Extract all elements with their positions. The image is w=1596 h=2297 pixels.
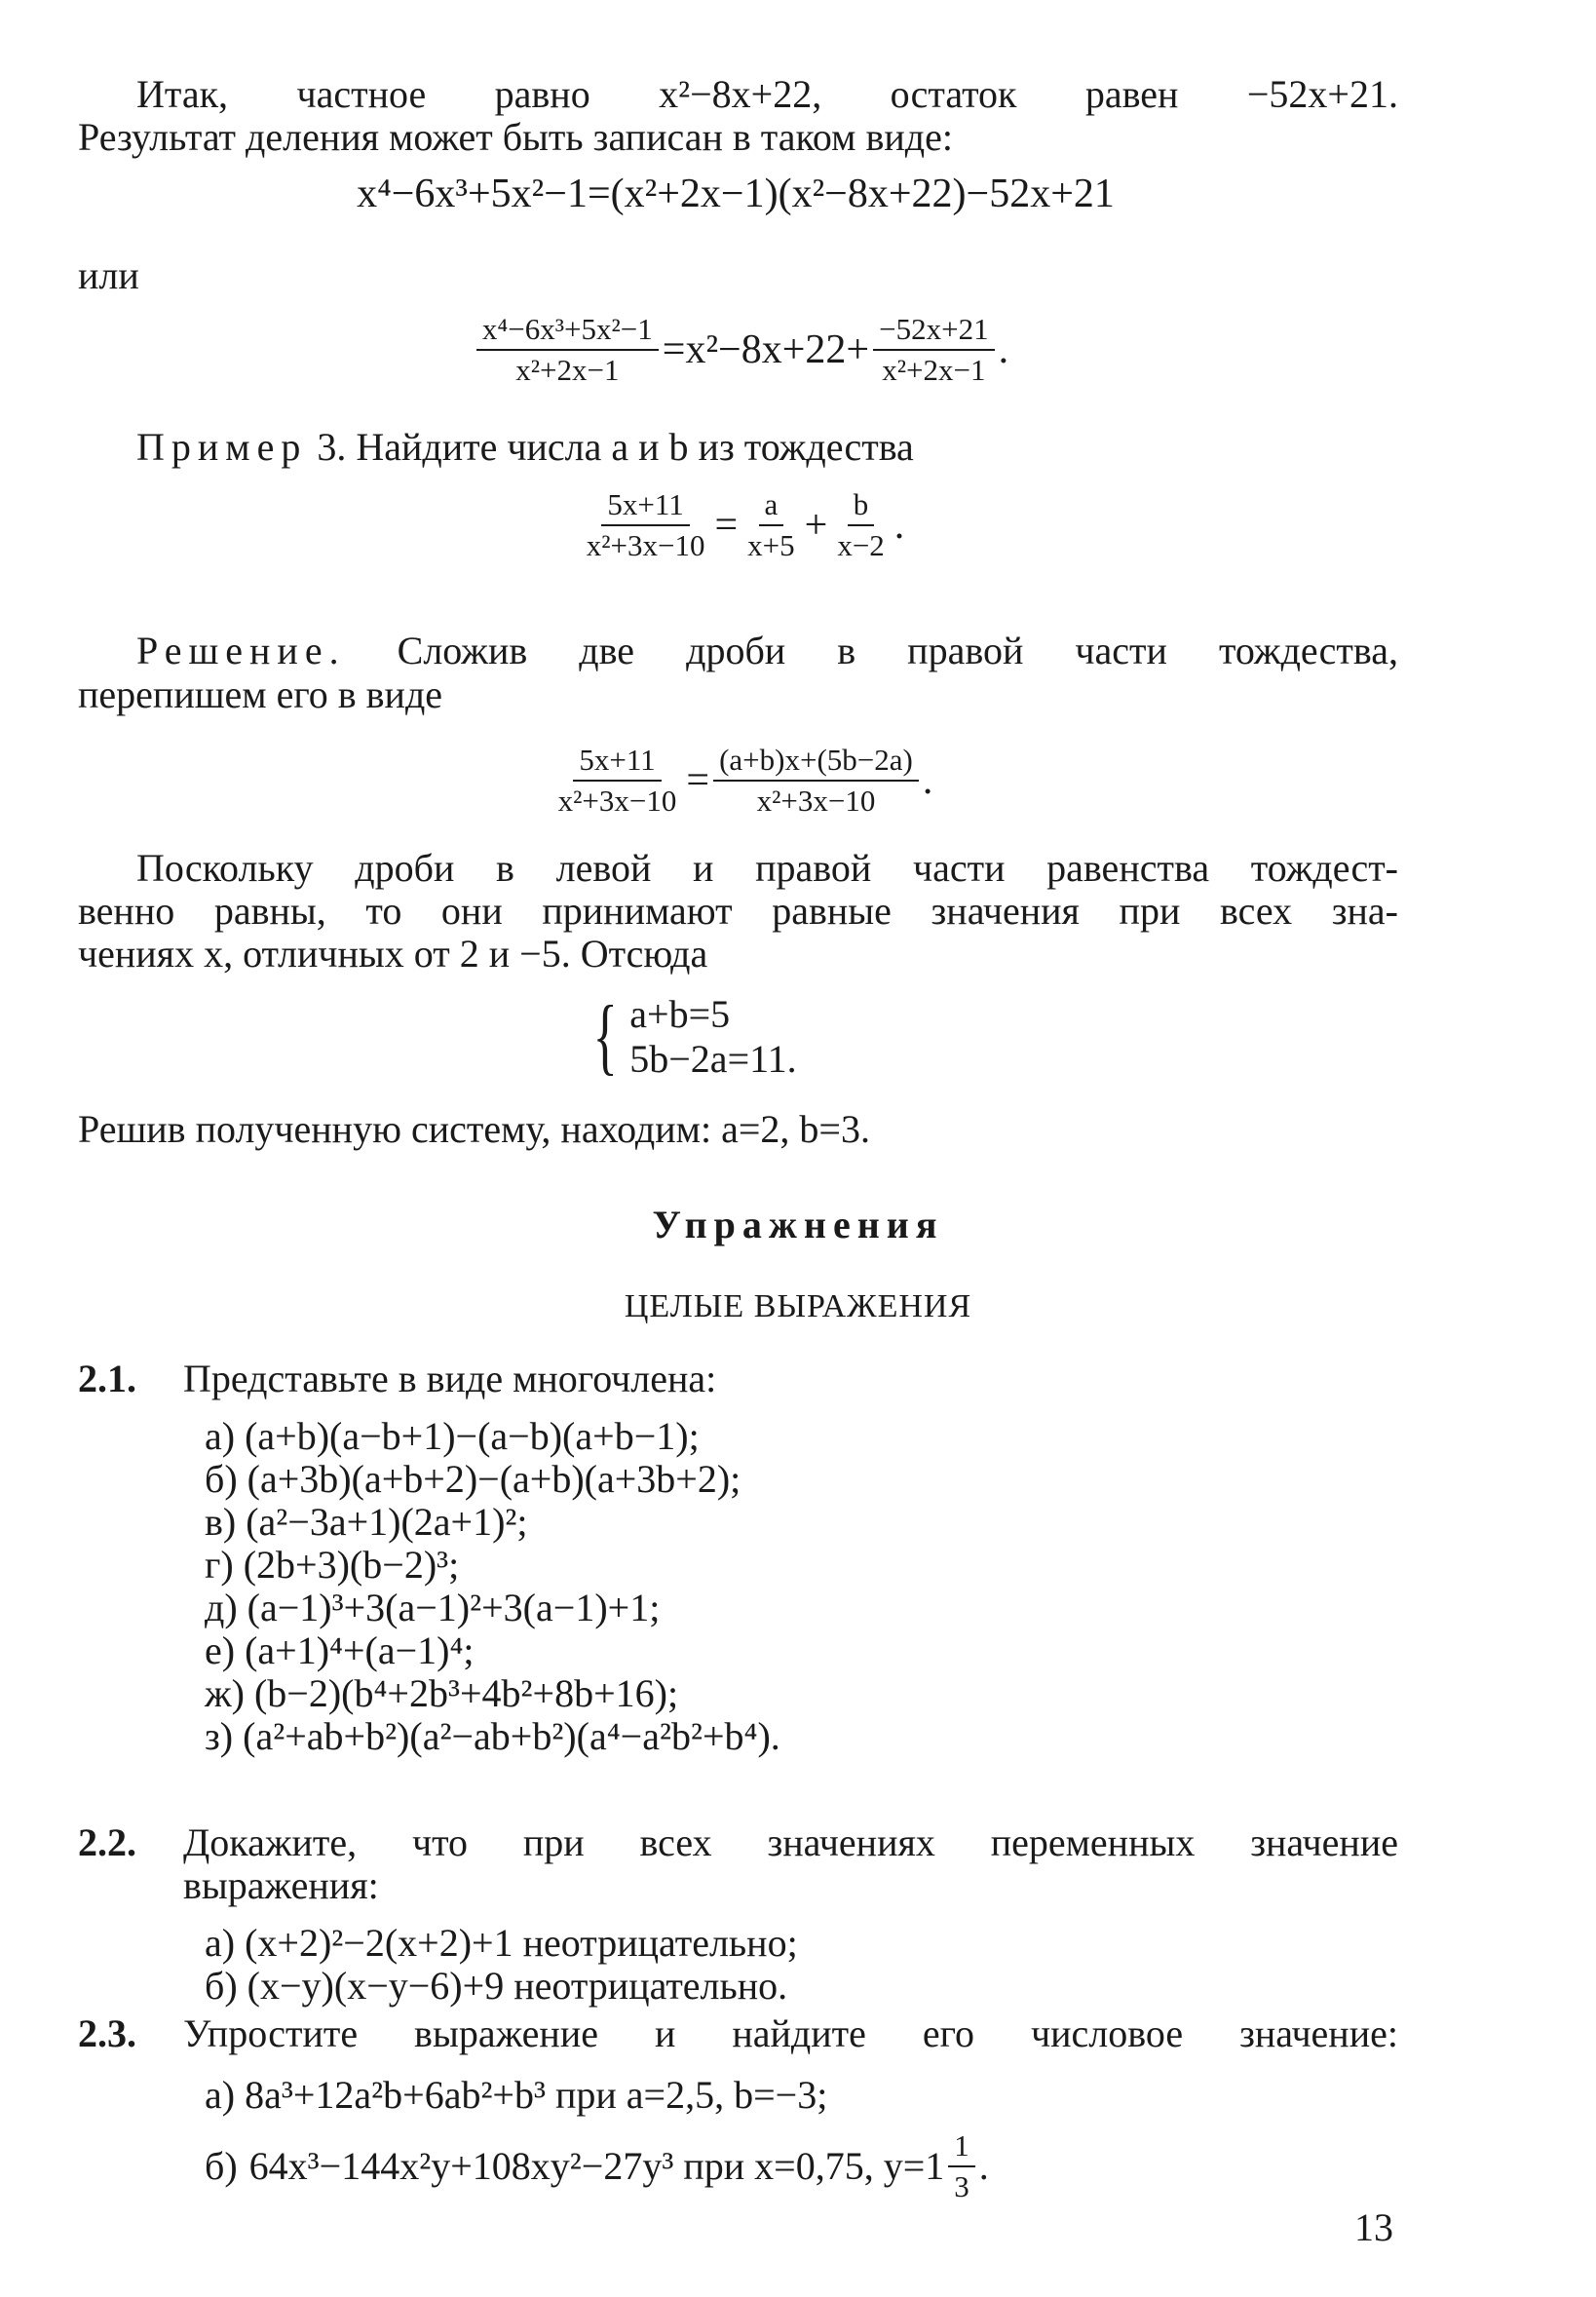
solution-line-1 <box>136 629 1398 673</box>
equation-solution <box>78 743 1403 819</box>
exercise-number-2-3: 2.3. <box>78 2011 136 2055</box>
system-equation-1: a+b=5 <box>629 992 731 1036</box>
list-item <box>205 1672 780 1715</box>
list-item <box>205 1544 780 1587</box>
item-expression: (a+3b)(a+b+2)−(a+b)(a+3b+2); <box>247 1457 741 1501</box>
fraction-rhs <box>713 743 919 819</box>
item-label: в) <box>205 1500 237 1544</box>
item-expression: (a²−3a+1)(2a+1)²; <box>246 1500 528 1544</box>
list-item <box>205 1715 780 1758</box>
solution-text: Сложив две дроби в правой части тождества, <box>397 629 1399 672</box>
item-label: г) <box>205 1543 234 1587</box>
fraction-dividend <box>476 312 659 388</box>
equation-system <box>585 989 797 1084</box>
exercise-2-3-item-a <box>205 2074 827 2117</box>
item-label: з) <box>205 1714 234 1758</box>
item-label: ж) <box>205 1671 245 1715</box>
solution-line-2: перепишем его в виде <box>78 672 443 716</box>
plus-sign: + <box>804 503 828 548</box>
fraction-lhs <box>581 487 711 563</box>
exercise-2-3-text: Упростите выражение и найдите его числовое значение: <box>183 2011 1398 2055</box>
equation-example-3 <box>78 487 1403 563</box>
item-label: б) <box>205 1964 238 2008</box>
list-item <box>205 1629 780 1672</box>
item-expression: (2b+3)(b−2)³; <box>243 1543 460 1587</box>
exercise-2-3-item-b <box>205 2128 989 2204</box>
item-expression: (x+2)²−2(x+2)+1 неотрицательно; <box>245 1921 798 1965</box>
fraction-b <box>831 487 890 563</box>
item-label: а) <box>205 1921 236 1965</box>
fraction-numerator: −52x+21 <box>873 312 994 351</box>
exercise-number-2-1: 2.1. <box>78 1357 136 1400</box>
fraction-denominator: x+5 <box>747 528 795 562</box>
list-item <box>205 1922 798 1965</box>
item-expression: (x−y)(x−y−6)+9 неотрицательно. <box>247 1964 788 2008</box>
equation-division-fraction <box>78 312 1403 388</box>
item-expression: 64x³−144x²y+108xy²−27y³ при x=0,75, y=1 <box>248 2144 945 2188</box>
intro-line-2: Результат деления может быть записан в таком виде: <box>78 115 953 159</box>
exercise-2-1-text: Представьте в виде многочлена: <box>183 1357 717 1400</box>
item-label: д) <box>205 1586 238 1629</box>
exercise-2-2-text-line-2: выражения: <box>183 1863 379 1907</box>
item-expression: 8a³+12a²b+6ab²+b³ при a=2,5, b=−3; <box>245 2073 828 2117</box>
example-text: 3. Найдите числа a и b из тождества <box>317 425 914 469</box>
list-item <box>205 1587 780 1629</box>
fraction-denominator: x²+2x−1 <box>515 353 620 387</box>
fraction-denominator: x²+3x−10 <box>586 528 705 562</box>
exercise-number-2-2: 2.2. <box>78 1820 136 1864</box>
fraction-denominator: x−2 <box>837 528 885 562</box>
exercises-subtitle: ЦЕЛЫЕ ВЫРАЖЕНИЯ <box>624 1288 972 1324</box>
equals-sign: = <box>686 758 710 803</box>
example-label: Пример <box>136 425 308 469</box>
item-expression: (b−2)(b⁴+2b³+4b²+8b+16); <box>253 1671 679 1715</box>
list-item <box>205 1501 780 1544</box>
solution-result: Решив полученную систему, находим: a=2, b=3. <box>78 1107 870 1151</box>
fraction-numerator: 5x+11 <box>601 487 689 526</box>
fraction-numerator: 5x+11 <box>573 743 661 782</box>
item-label: а) <box>205 2073 236 2117</box>
fraction-denominator: x²+2x−1 <box>882 353 986 387</box>
item-end: . <box>978 2144 989 2188</box>
intro-line-1: Итак, частное равно x²−8x+22, остаток равен −52x+21. <box>136 72 1398 116</box>
equation-end: . <box>922 758 933 803</box>
or-word: или <box>78 253 139 297</box>
fraction-lhs <box>552 743 683 819</box>
system-equation-2: 5b−2a=11. <box>629 1037 797 1081</box>
fraction-a <box>741 487 800 563</box>
solution-paragraph-line-3: чениях x, отличных от 2 и −5. Отсюда <box>78 932 708 976</box>
exercise-2-2-items <box>205 1922 798 2008</box>
exercise-2-2-text-line-1: Докажите, что при всех значениях переменных значение <box>183 1820 1398 1864</box>
page-number: 13 <box>1354 2205 1393 2249</box>
item-label: б) <box>205 1457 238 1501</box>
fraction-denominator: x²+3x−10 <box>557 784 677 818</box>
fraction-numerator: a <box>759 487 784 526</box>
item-expression: (a+1)⁴+(a−1)⁴; <box>245 1628 475 1672</box>
exercise-2-1-items <box>205 1415 780 1758</box>
fraction-numerator: x⁴−6x³+5x²−1 <box>476 312 659 351</box>
item-expression: (a+b)(a−b+1)−(a−b)(a+b−1); <box>245 1414 700 1458</box>
equals-sign: = <box>714 503 739 548</box>
exercises-title: Упражнения <box>652 1203 944 1246</box>
item-label: б) <box>205 2144 238 2188</box>
fraction-one-third <box>948 2128 975 2204</box>
fraction-denominator: x²+3x−10 <box>756 784 876 818</box>
equation-end: . <box>998 327 1009 372</box>
left-brace-icon: { <box>592 989 618 1084</box>
example-3-heading <box>136 425 914 470</box>
solution-paragraph-line-2: венно равны, то они принимают равные значения при всех зна- <box>78 889 1398 933</box>
equation-middle: =x²−8x+22+ <box>662 327 870 372</box>
item-label: а) <box>205 1414 236 1458</box>
solution-paragraph-line-1: Поскольку дроби в левой и правой части равенства тождест- <box>136 846 1398 890</box>
list-item <box>205 1458 780 1501</box>
fraction-remainder <box>873 312 994 388</box>
fraction-numerator: (a+b)x+(5b−2a) <box>713 743 919 782</box>
item-expression: (a−1)³+3(a−1)²+3(a−1)+1; <box>247 1586 661 1629</box>
solution-label: Решение. <box>136 629 346 672</box>
equation-end: . <box>893 503 905 548</box>
system-equations <box>629 992 796 1082</box>
equation-division-result: x⁴−6x³+5x²−1=(x²+2x−1)(x²−8x+22)−52x+21 <box>357 172 1115 216</box>
list-item <box>205 1965 798 2008</box>
fraction-numerator: b <box>848 487 875 526</box>
fraction-numerator: 1 <box>948 2128 975 2167</box>
item-label: е) <box>205 1628 236 1672</box>
list-item <box>205 1415 780 1458</box>
item-expression: (a²+ab+b²)(a²−ab+b²)(a⁴−a²b²+b⁴). <box>243 1714 780 1758</box>
fraction-denominator: 3 <box>954 2169 969 2203</box>
